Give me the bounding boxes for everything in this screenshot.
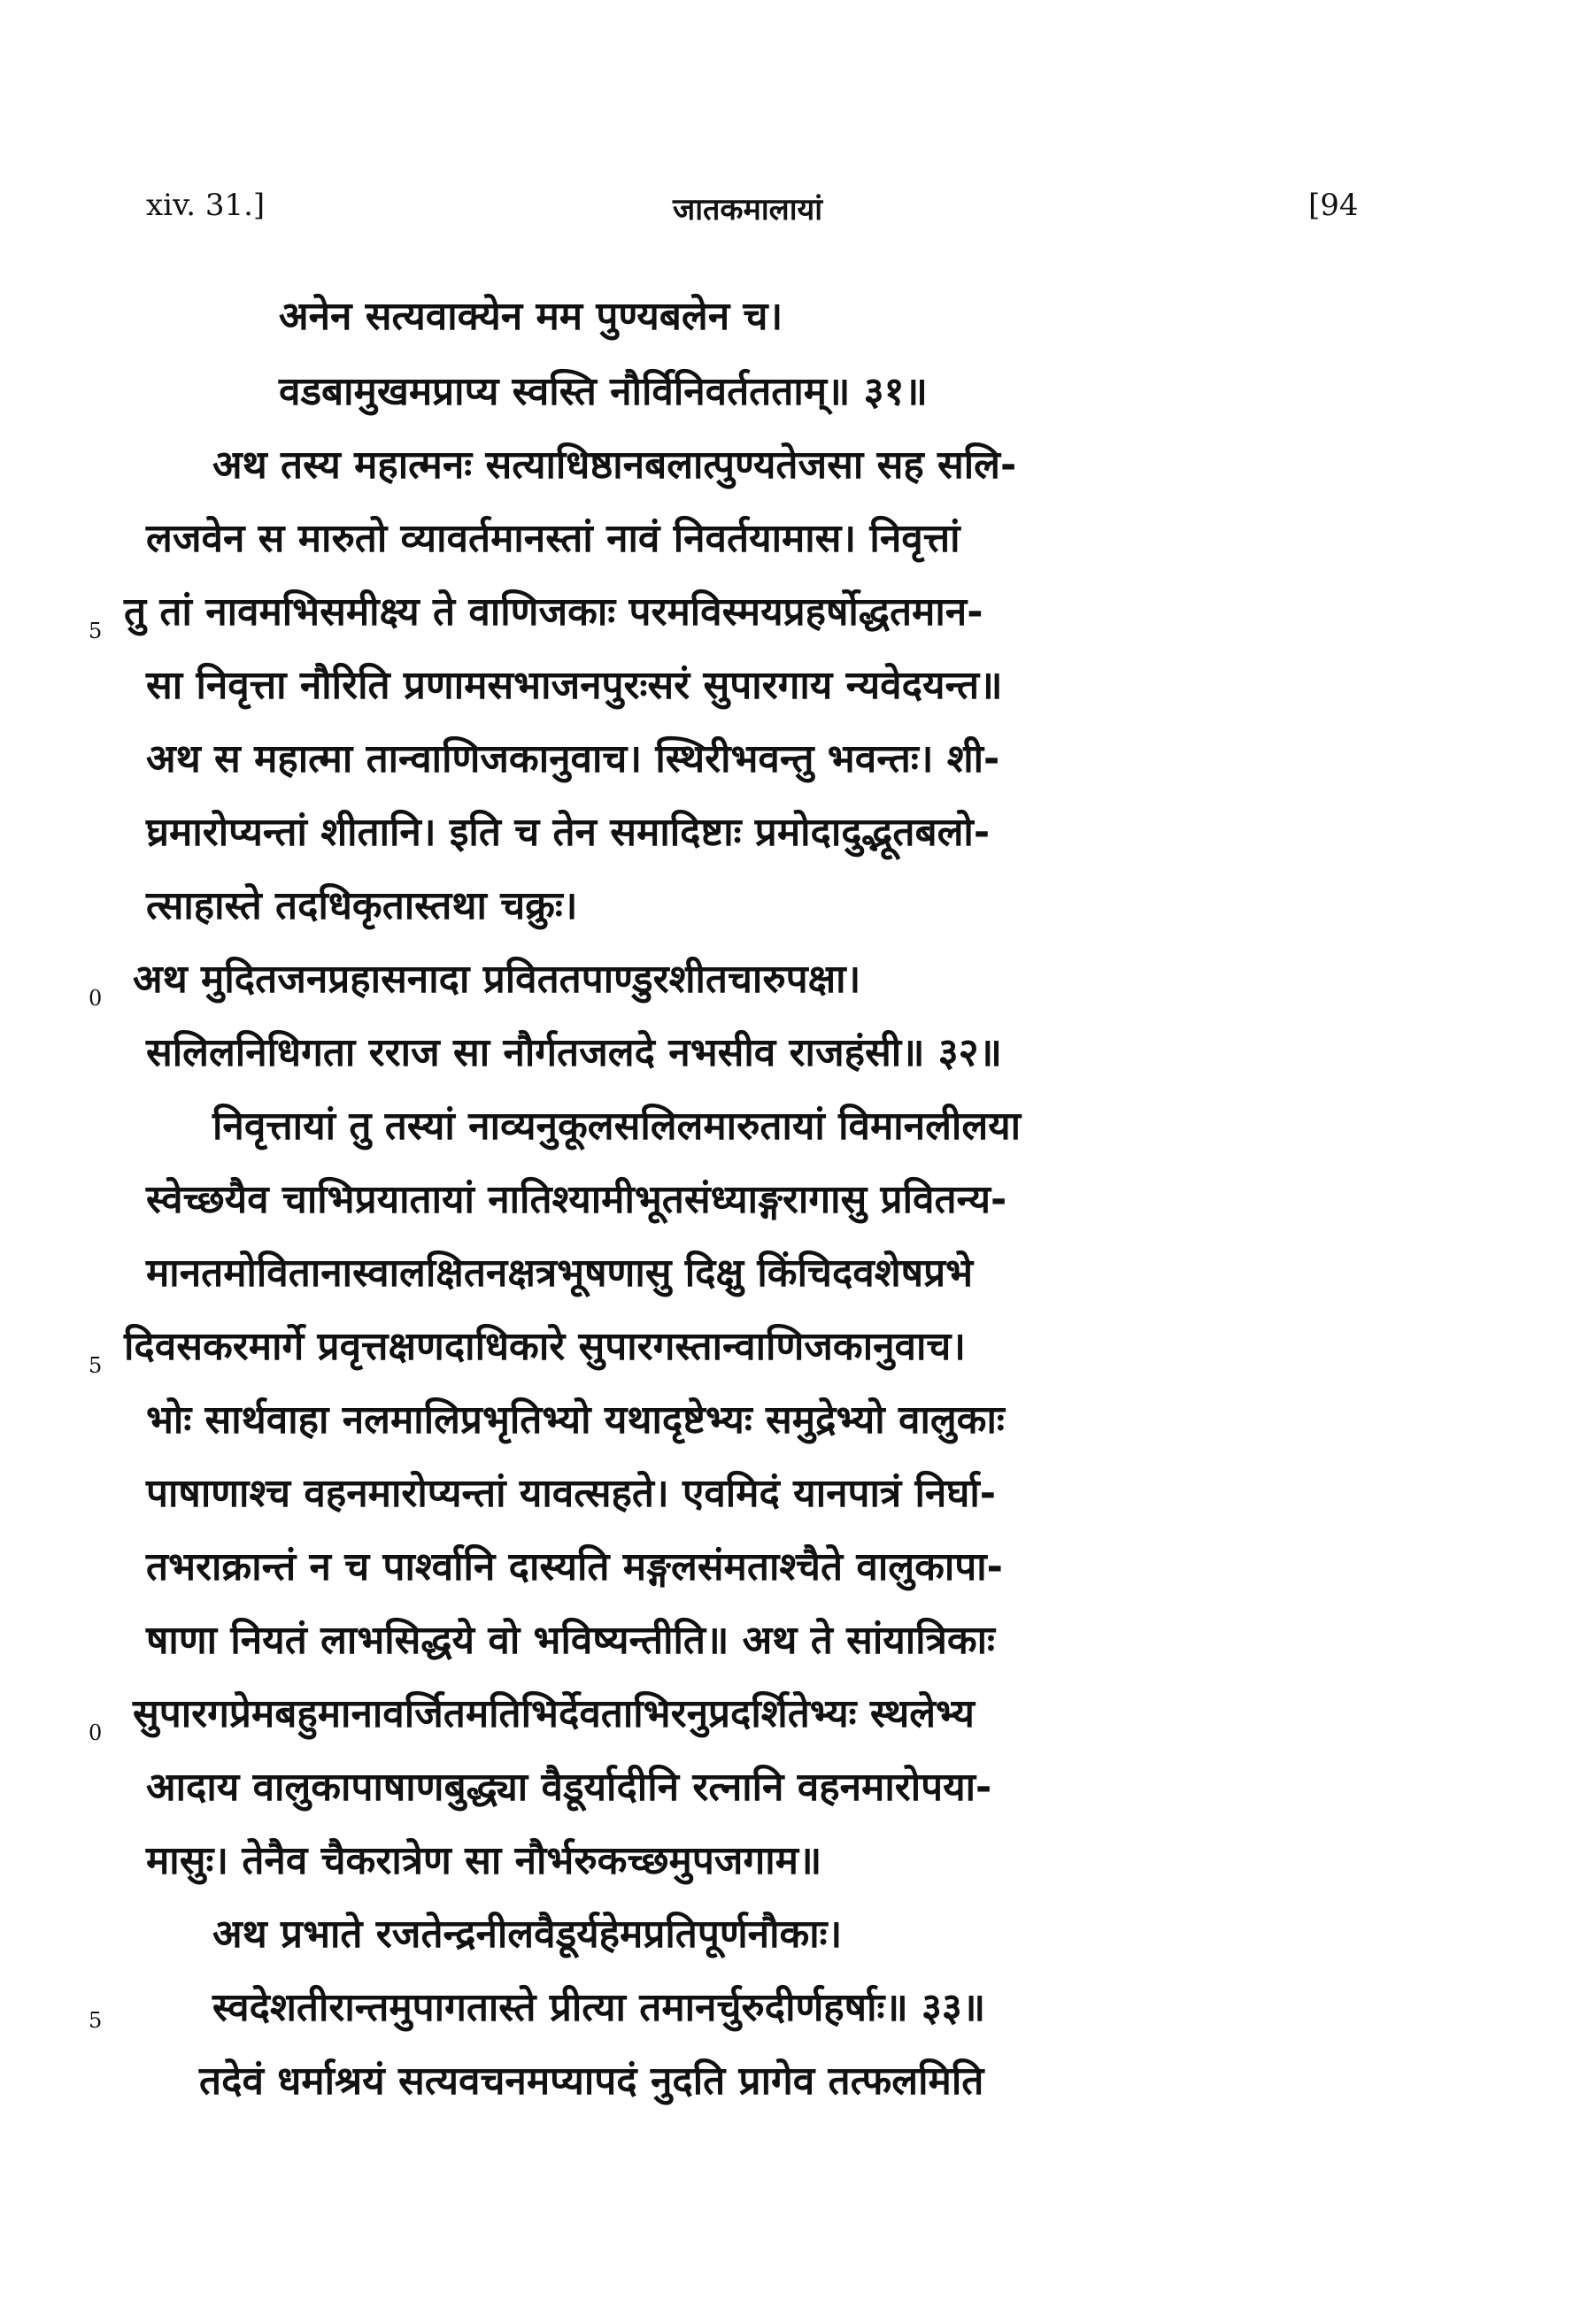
prose-line: घ्रमारोप्यन्तां शीतानि। इति च तेन समादिष्टाः प्रमोदादुद्भूतबलो- [146,810,991,855]
verse-line: सलिलनिधिगता रराज सा नौर्गतजलदे नभसीव राजहंसी॥ ३२॥ [146,1030,1002,1075]
verse-line: स्वदेशतीरान्तमुपागतास्ते प्रीत्या तमानर्चुरुदीर्णहर्षाः॥ ३३॥ [212,1985,986,2030]
prose-line: मासुः। तेनैव चैकरात्रेण सा नौर्भरुकच्छमुपजगाम॥ [146,1838,822,1883]
prose-line: दिवसकरमार्गे प्रवृत्तक्षणदाधिकारे सुपारगस्तान्वाणिजकानुवाच। [124,1324,966,1369]
prose-line: स्वेच्छयैव चाभिप्रयातायां नातिश्यामीभूतसंध्याङ्गरागासु प्रवितन्य- [146,1177,1007,1222]
prose-line: अथ स महात्मा तान्वाणिजकानुवाच। स्थिरीभवन्तु भवन्तः। शी- [146,736,1000,781]
verse-line: अनेन सत्यवाक्येन मम पुण्यबलेन च। [279,294,783,339]
prose-line: तु तां नावमभिसमीक्ष्य ते वाणिजकाः परमविस्मयप्रहर्षोद्धतमान- [124,589,983,635]
prose-line: सुपारगप्रेमबहुमानावर्जितमतिभिर्देवताभिरनुप्रदर्शितेभ्यः स्थलेभ्य [133,1691,975,1736]
verse-line: वडबामुखमप्राप्य स्वस्ति नौर्विनिवर्ततताम्॥ ३१॥ [279,369,928,414]
prose-line: त्साहास्ते तदधिकृतास्तथा चक्रुः। [146,883,578,928]
prose-line: पाषाणाश्च वहनमारोप्यन्तां यावत्सहते। एवमिदं यानपात्रं निर्घा- [146,1471,996,1516]
prose-line: तदेवं धर्माश्रयं सत्यवचनमप्यापदं नुदति प्रागेव तत्फलमिति [199,2059,984,2104]
running-title: जातकमालायां [673,192,823,227]
prose-line: लजवेन स मारुतो व्यावर्तमानस्तां नावं निवर्तयामास। निवृत्तां [146,516,960,561]
page-number: [94 [1308,188,1359,223]
margin-line-number: 5 [89,619,103,643]
verse-line: अथ प्रभाते रजतेन्द्रनीलवैडूर्यहेमप्रतिपूर्णनौकाः। [212,1912,843,1957]
chapter-reference: xiv. 31.] [146,188,266,223]
prose-line: अथ तस्य महात्मनः सत्याधिष्ठानबलात्पुण्यतेजसा सह सलि- [212,442,1017,488]
prose-line: मानतमोवितानास्वालक्षितनक्षत्रभूषणासु दिक्षु किंचिदवशेषप्रभे [146,1250,974,1296]
margin-line-number: 5 [89,2008,103,2033]
prose-line: आदाय वालुकापाषाणबुद्ध्या वैडूर्यादीनि रत्नानि वहनमारोपया- [146,1765,992,1810]
prose-line: निवृत्तायां तु तस्यां नाव्यनुकूलसलिलमारुतायां विमानलीलया [212,1104,1022,1149]
prose-line: षाणा नियतं लाभसिद्धये वो भविष्यन्तीति॥ अथ ते सांयात्रिकाः [146,1618,995,1663]
margin-line-number: 0 [89,986,103,1011]
prose-line: भोः सार्थवाहा नलमालिप्रभृतिभ्यो यथादृष्टेभ्यः समुद्रेभ्यो वालुकाः [146,1397,1005,1443]
verse-line: अथ मुदितजनप्रहासनादा प्रविततपाण्डुरशीतचारुपक्षा। [133,957,861,1002]
margin-line-number: 0 [89,1720,103,1745]
prose-line: सा निवृत्ता नौरिति प्रणामसभाजनपुरःसरं सुपारगाय न्यवेदयन्त॥ [146,663,1003,708]
margin-line-number: 5 [89,1353,103,1378]
prose-line: तभराक्रान्तं न च पार्श्वानि दास्यति मङ्गलसंमताश्चैते वालुकापा- [146,1544,1003,1589]
page-header [0,188,1581,241]
